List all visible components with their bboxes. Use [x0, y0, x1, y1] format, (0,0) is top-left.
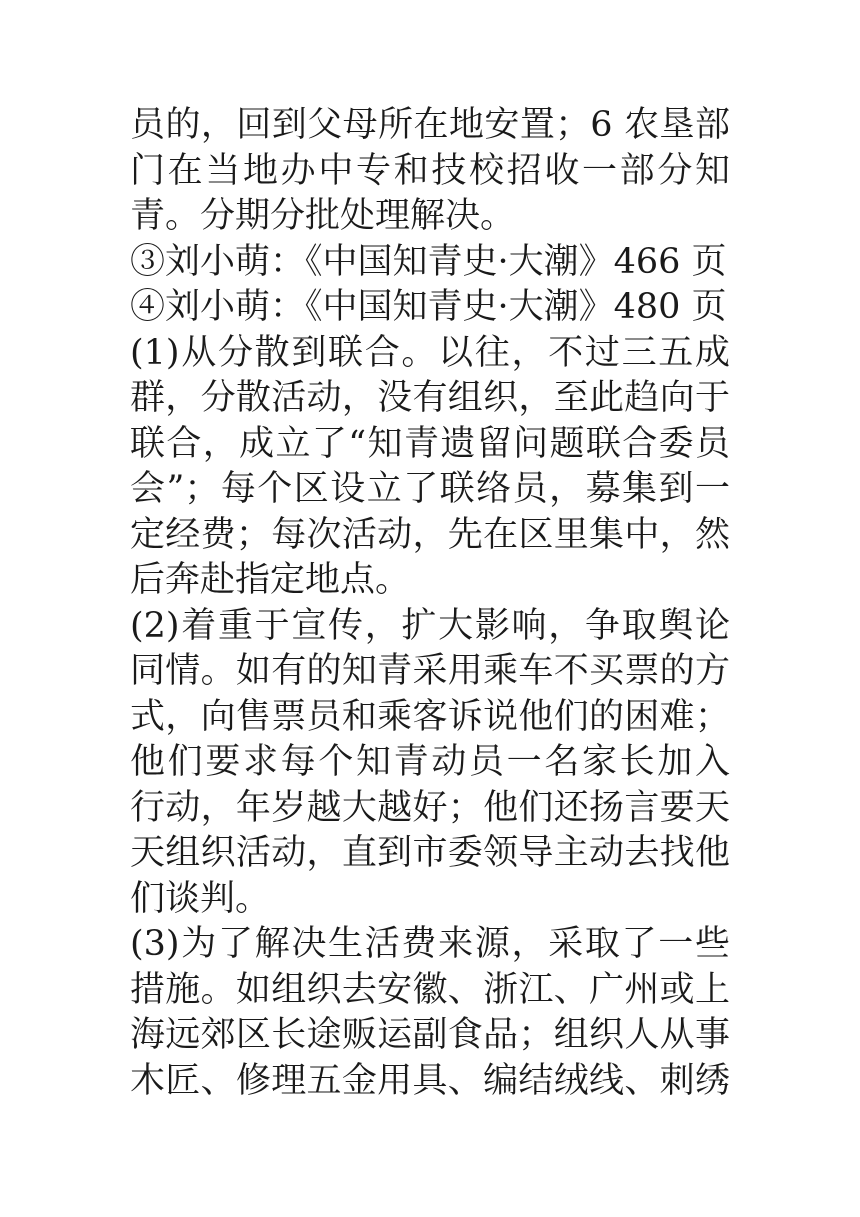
text-line: (3)为了解决生活费来源，采取了一些: [130, 924, 730, 964]
text-line: 海远郊区长途贩运副食品；组织人从事: [130, 1015, 730, 1055]
text-line: 们谈判。: [130, 878, 271, 919]
footnote-line: ④刘小萌：《中国知青史·大潮》480 页: [130, 287, 727, 327]
text-line: 门在当地办中专和技校招收一部分知: [130, 150, 730, 191]
footnote-line: ③刘小萌：《中国知青史·大潮》466 页: [130, 241, 727, 282]
text-line: 措施。如组织去安徽、浙江、广州或上: [130, 969, 730, 1010]
text-line: 定经费；每次活动，先在区里集中，然: [130, 514, 730, 555]
text-line: 后奔赴指定地点。: [130, 560, 411, 600]
text-line: 天组织活动，直到市委领导主动去找他: [130, 833, 730, 873]
text-line: 同情。如有的知青采用乘车不买票的方: [130, 651, 730, 691]
text-line: 他们要求每个知青动员一名家长加入: [130, 742, 730, 782]
text-line: 木匠、修理五金用具、编结绒线、刺绣: [130, 1060, 730, 1101]
text-line: 青。分期分批处理解决。: [130, 196, 516, 236]
text-line: 员的，回到父母所在地安置；6 农垦部: [130, 105, 730, 145]
text-line: 式，向售票员和乘客诉说他们的困难；: [130, 696, 730, 737]
text-line: (2)着重于宣传，扩大影响，争取舆论: [130, 605, 730, 646]
text-line: 群，分散活动，没有组织，至此趋向于: [130, 378, 730, 418]
text-line: 行动，年岁越大越好；他们还扬言要天: [130, 787, 730, 828]
text-line: (1)从分散到联合。以往，不过三五成: [130, 332, 730, 373]
text-line: 联合，成立了“知青遗留问题联合委员: [130, 423, 730, 464]
body-text: [130, 103, 730, 1104]
text-line: 会”；每个区设立了联络员，募集到一: [130, 469, 730, 509]
